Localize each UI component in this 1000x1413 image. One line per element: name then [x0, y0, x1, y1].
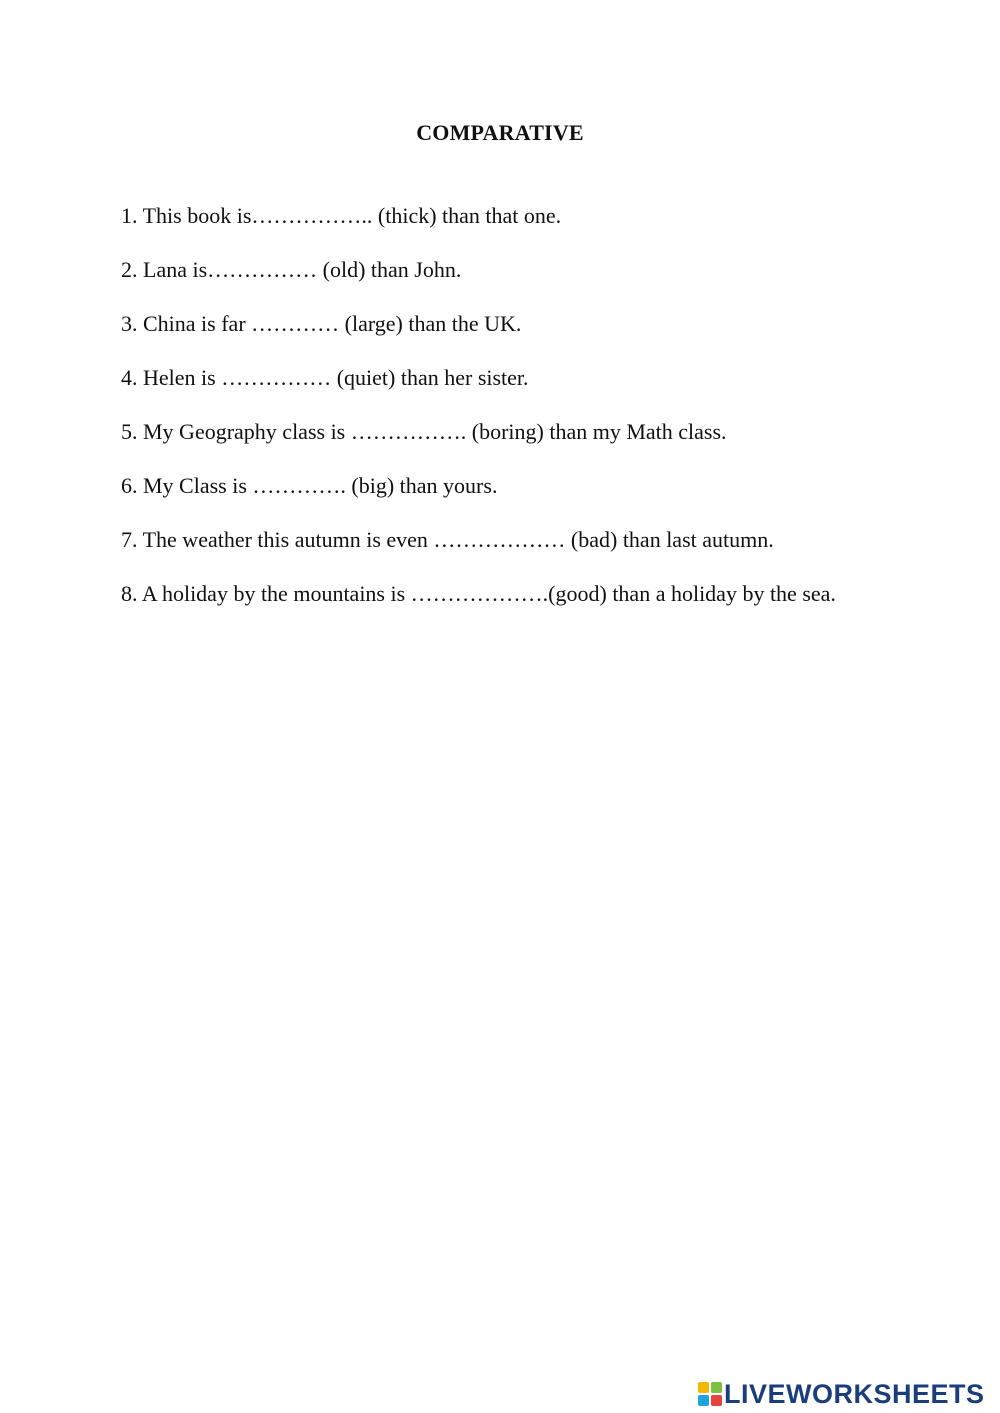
- logo-square-blue: [698, 1395, 709, 1406]
- question-item: 5. My Geography class is ……………. (boring) than my Math class.: [121, 419, 727, 444]
- question-item: 6. My Class is …………. (big) than yours.: [121, 473, 498, 498]
- logo-square-green: [711, 1382, 722, 1393]
- question-list: [121, 202, 861, 634]
- brand-name: LIVEWORKSHEETS: [724, 1379, 985, 1409]
- question-item: 1. This book is…………….. (thick) than that one.: [121, 203, 562, 228]
- worksheet-title: COMPARATIVE: [416, 120, 584, 145]
- liveworksheets-logo-icon: [698, 1382, 722, 1406]
- question-item: 8. A holiday by the mountains is ……………….(good) than a holiday by the sea.: [121, 581, 836, 606]
- liveworksheets-brand: [698, 1378, 994, 1410]
- question-item: 3. China is far ………… (large) than the UK.: [121, 311, 522, 336]
- logo-square-yellow: [698, 1382, 709, 1393]
- logo-square-red: [711, 1395, 722, 1406]
- question-item: 2. Lana is…………… (old) than John.: [121, 257, 462, 282]
- question-item: 4. Helen is …………… (quiet) than her sister.: [121, 365, 529, 390]
- question-item: 7. The weather this autumn is even ……………… (bad) than last autumn.: [121, 527, 774, 552]
